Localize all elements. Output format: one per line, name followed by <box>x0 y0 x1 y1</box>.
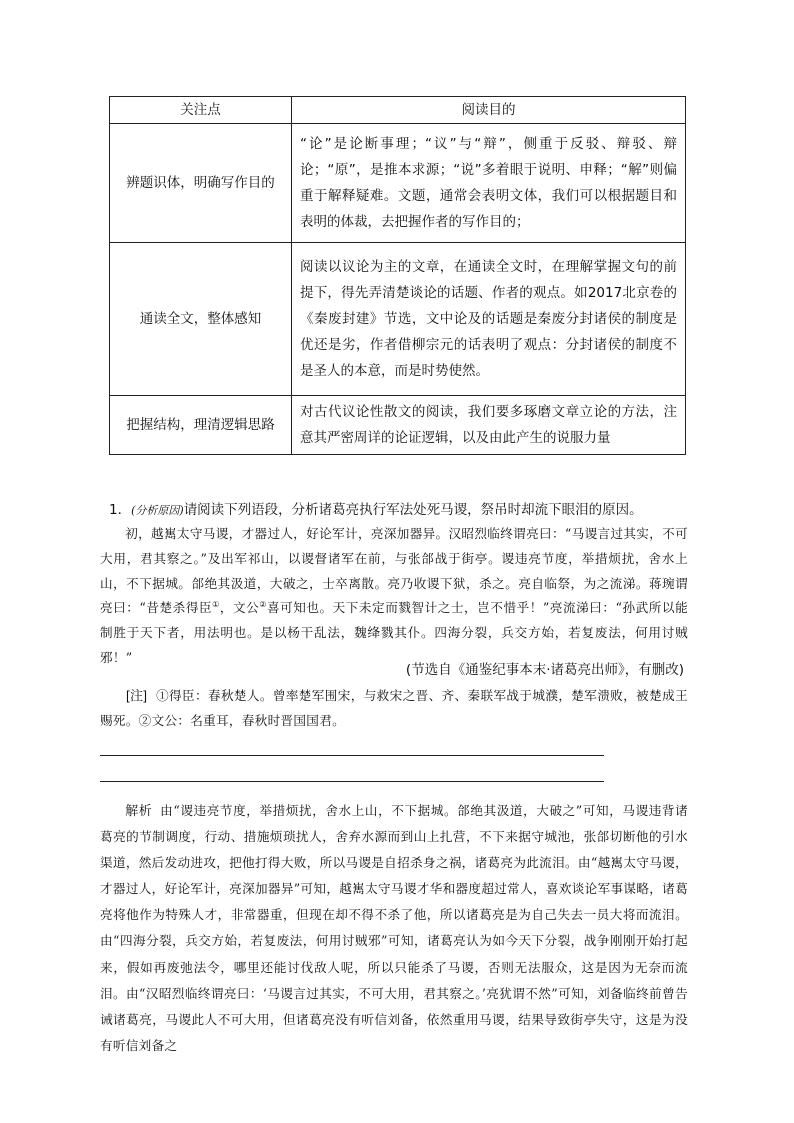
question-number: 1． <box>109 502 132 518</box>
table-row <box>110 124 686 243</box>
footnote-text: ①得臣：春秋楚人。曾率楚军围宋，与救宋之晋、齐、秦联军战于城濮，楚军溃败，被楚成王赐死。②文公：名重耳，春秋时晋国国君。 <box>100 688 689 728</box>
analysis-label: 解析 <box>125 803 153 818</box>
answer-line <box>100 781 604 782</box>
table-row <box>110 243 686 396</box>
reading-focus-table <box>109 96 686 455</box>
answer-line <box>100 755 604 756</box>
table-row <box>110 396 686 455</box>
table-cell-focus-point: 把握结构，理清逻辑思路 <box>110 396 292 455</box>
table-header-row <box>110 97 686 124</box>
footnote-mark: ① <box>212 600 220 610</box>
analysis-section <box>100 798 688 1059</box>
question-prompt <box>109 498 685 523</box>
classical-chinese-passage <box>100 522 688 671</box>
table-cell-focus-point: 通读全文，整体感知 <box>110 243 292 396</box>
passage-text: ，文公 <box>219 600 260 616</box>
table-cell-reading-purpose: “论”是论断事理；“议”与“辩”，侧重于反驳、辩驳、辩论；“原”，是推本求源；“说”多着眼于说明、申释；“解”则偏重于解释疑难。文题，通常会表明文体，我们可以根据题目和表明的体裁，去把握作者的写作目的； <box>292 124 686 243</box>
footnote-label: [注] <box>126 688 148 703</box>
table-cell-reading-purpose: 阅读以议论为主的文章，在通读全文时，在理解掌握文句的前提下，得先弄清楚谈论的话题、作者的观点。如2017北京卷的《秦废封建》节选，文中论及的话题是秦废分封诸侯的制度是优还是劣，作者借柳宗元的话表明了观点：分封诸侯的制度不是圣人的本意，而是时势使然。 <box>292 243 686 396</box>
passage-text: 初，越嶲太守马谡，才器过人，好论军计，亮深加器异。汉昭烈临终谓亮曰：“马谡言过其实，不可大用，君其察之。”及出军祁山，以谡督诸军在前，与张郃战于街亭。谡违亮节度，举措烦扰，舍水上山，不下据城。郃绝其汲道，大破之，士卒离散。亮乃收谡下狱，杀之。亮自临祭，为之流涕。蒋琬谓亮曰：“昔楚杀得臣 <box>100 526 688 616</box>
question-type-tag: (分析原因) <box>131 504 184 517</box>
table-header-reading-purpose: 阅读目的 <box>292 97 686 124</box>
table-cell-reading-purpose: 对古代议论性散文的阅读，我们要多琢磨文章立论的方法，注意其严密周详的论证逻辑，以及由此产生的说服力量 <box>292 396 686 455</box>
question-text: 请阅读下列语段，分析诸葛亮执行军法处死马谡，祭吊时却流下眼泪的原因。 <box>183 502 643 518</box>
analysis-text: 由“谡违亮节度，举措烦扰，舍水上山，不下据城。郃绝其汲道，大破之”可知，马谡违背诸葛亮的节制调度，行动、措施烦琐扰人，舍弃水源而到山上扎营，不下来据守城池，张郃切断他的引水渠道，然后发动进攻，把他打得大败，所以马谡是自招杀身之祸，诸葛亮为此流泪。由“越嶲太守马谡，才器过人，好论军计，亮深加器异”可知，越嶲太守马谡才华和器度超过常人，喜欢谈论军事谋略，诸葛亮将他作为特殊人才，非常器重，但现在却不得不杀了他，所以诸葛亮是为自己失去一员大将而流泪。由“四海分裂，兵交方始，若复废法，何用讨贼邪”可知，诸葛亮认为如今天下分裂，战争刚刚开始打起来，假如再废弛法令，哪里还能讨伐敌人呢，所以只能杀了马谡，否则无法服众，这是因为无奈而流泪。由“汉昭烈临终谓亮曰：‘马谡言过其实，不可大用，君其察之。’亮犹谓不然”可知，刘备临终前曾告诫诸葛亮，马谡此人不可大用，但诸葛亮没有听信刘备，依然重用马谡，结果导致街亭失守，这是为没有听信刘备之 <box>100 803 688 1053</box>
passage-source: (节选自《通鉴纪事本末·诸葛亮出师》，有删改) <box>405 662 684 678</box>
footnote <box>100 684 688 733</box>
footnote-mark: ② <box>259 600 267 610</box>
table-header-focus-point: 关注点 <box>110 97 292 124</box>
passage-text: 喜可知也。天下未定而戮智计之士，岂不惜乎！”亮流涕曰：“孙武所以能制胜于天下者，用法明也。是以杨干乱法，魏绛戮其仆。四海分裂，兵交方始，若复废法，何用讨贼邪！” <box>100 600 688 665</box>
table-cell-focus-point: 辨题识体，明确写作目的 <box>110 124 292 243</box>
